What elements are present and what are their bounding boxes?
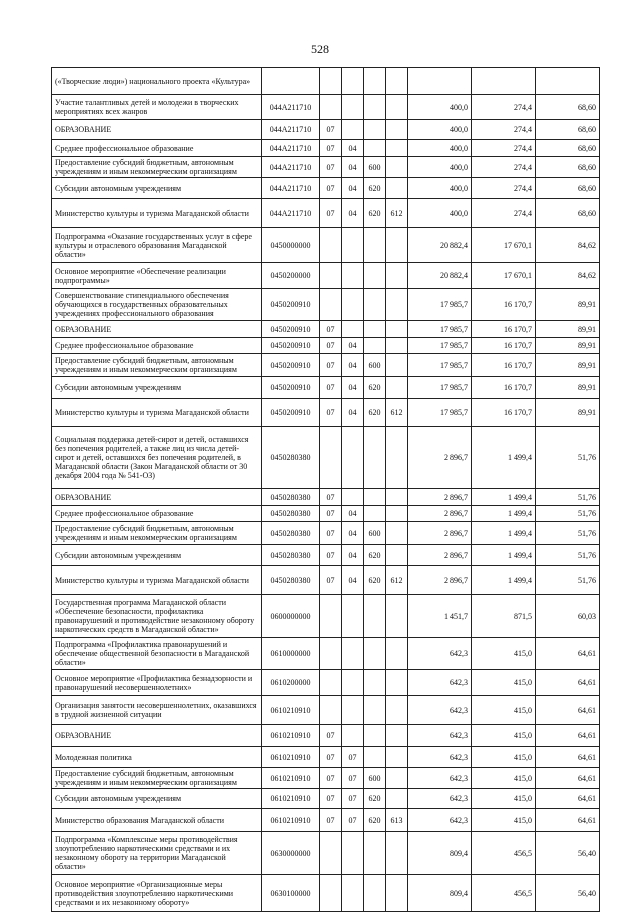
row-subsection: 04 (342, 140, 364, 157)
row-executed-amount: 1 499,4 (472, 566, 536, 595)
row-target-code: 0610200000 (262, 670, 320, 696)
row-section: 07 (320, 120, 342, 140)
row-plan-amount (408, 68, 472, 95)
row-name: Совершенствование стипендиального обеспечения обучающихся в государственных образовательных учреждениях профессионального образования (52, 289, 262, 321)
row-plan-amount: 2 896,7 (408, 566, 472, 595)
row-name: Среднее профессиональное образование (52, 338, 262, 354)
row-subsection: 04 (342, 338, 364, 354)
row-expense-type (364, 747, 386, 768)
row-plan-amount: 400,0 (408, 95, 472, 120)
row-target-code: 044A211710 (262, 120, 320, 140)
row-executed-amount: 415,0 (472, 809, 536, 832)
row-plan-amount: 642,3 (408, 638, 472, 670)
row-executed-amount: 1 499,4 (472, 506, 536, 522)
row-name: ОБРАЗОВАНИЕ (52, 725, 262, 747)
row-name: Организация занятости несовершеннолетних, оказавшихся в трудной жизненной ситуации (52, 696, 262, 725)
row-subsection (342, 321, 364, 338)
row-target-code: 0450280380 (262, 506, 320, 522)
row-section (320, 696, 342, 725)
row-subsection (342, 289, 364, 321)
row-plan-amount: 2 896,7 (408, 522, 472, 545)
row-section: 07 (320, 809, 342, 832)
row-execution-percent: 64,61 (536, 670, 600, 696)
row-target-code: 0450280380 (262, 566, 320, 595)
row-plan-amount: 17 985,7 (408, 377, 472, 399)
row-execution-percent: 64,61 (536, 789, 600, 809)
row-section: 07 (320, 768, 342, 789)
row-execution-percent (536, 68, 600, 95)
row-plan-amount: 2 896,7 (408, 427, 472, 489)
row-executed-amount: 415,0 (472, 768, 536, 789)
row-expense-type (364, 228, 386, 263)
row-admin-code (386, 725, 408, 747)
row-target-code: 0450200910 (262, 338, 320, 354)
row-execution-percent: 51,76 (536, 566, 600, 595)
row-admin-code: 612 (386, 199, 408, 228)
row-subsection: 04 (342, 545, 364, 566)
row-admin-code (386, 338, 408, 354)
row-execution-percent: 64,61 (536, 747, 600, 768)
row-name: Среднее профессиональное образование (52, 140, 262, 157)
row-executed-amount: 415,0 (472, 638, 536, 670)
row-admin-code (386, 140, 408, 157)
row-executed-amount: 16 170,7 (472, 399, 536, 427)
row-subsection: 07 (342, 789, 364, 809)
row-section: 07 (320, 140, 342, 157)
row-expense-type: 600 (364, 768, 386, 789)
row-expense-type: 620 (364, 809, 386, 832)
row-expense-type (364, 140, 386, 157)
row-admin-code (386, 354, 408, 377)
row-target-code: 044A211710 (262, 199, 320, 228)
row-subsection: 04 (342, 399, 364, 427)
row-target-code: 044A211710 (262, 157, 320, 178)
row-expense-type: 620 (364, 545, 386, 566)
row-expense-type (364, 832, 386, 875)
row-subsection (342, 670, 364, 696)
row-subsection: 04 (342, 354, 364, 377)
row-expense-type (364, 263, 386, 289)
row-admin-code (386, 506, 408, 522)
row-admin-code (386, 120, 408, 140)
row-expense-type: 620 (364, 399, 386, 427)
row-subsection: 04 (342, 566, 364, 595)
row-section: 07 (320, 377, 342, 399)
row-subsection (342, 725, 364, 747)
row-name: Среднее профессиональное образование (52, 506, 262, 522)
row-executed-amount: 1 499,4 (472, 522, 536, 545)
row-admin-code (386, 696, 408, 725)
row-subsection (342, 263, 364, 289)
row-target-code: 0610210910 (262, 789, 320, 809)
row-plan-amount: 17 985,7 (408, 399, 472, 427)
row-plan-amount: 642,3 (408, 747, 472, 768)
row-plan-amount: 17 985,7 (408, 321, 472, 338)
row-subsection (342, 228, 364, 263)
row-subsection (342, 427, 364, 489)
row-expense-type (364, 670, 386, 696)
row-plan-amount: 20 882,4 (408, 228, 472, 263)
row-execution-percent: 64,61 (536, 638, 600, 670)
row-section: 07 (320, 199, 342, 228)
row-target-code: 0610210910 (262, 747, 320, 768)
row-target-code: 0450280380 (262, 522, 320, 545)
row-execution-percent: 51,76 (536, 522, 600, 545)
row-name: Предоставление субсидий бюджетным, автономным учреждениям и иным некоммерческим организациям (52, 157, 262, 178)
row-plan-amount: 2 896,7 (408, 506, 472, 522)
table-body (52, 68, 600, 912)
row-expense-type (364, 506, 386, 522)
row-executed-amount: 274,4 (472, 178, 536, 199)
row-execution-percent: 68,60 (536, 120, 600, 140)
row-subsection (342, 832, 364, 875)
row-plan-amount: 2 896,7 (408, 545, 472, 566)
row-subsection (342, 595, 364, 638)
row-target-code: 0450280380 (262, 489, 320, 506)
row-expense-type: 620 (364, 789, 386, 809)
row-expense-type (364, 321, 386, 338)
row-target-code: 0610000000 (262, 638, 320, 670)
row-expense-type: 620 (364, 566, 386, 595)
row-executed-amount: 415,0 (472, 747, 536, 768)
row-plan-amount: 20 882,4 (408, 263, 472, 289)
row-execution-percent: 84,62 (536, 263, 600, 289)
row-section: 07 (320, 178, 342, 199)
row-subsection: 04 (342, 157, 364, 178)
row-plan-amount: 400,0 (408, 199, 472, 228)
row-plan-amount: 400,0 (408, 120, 472, 140)
row-executed-amount: 415,0 (472, 725, 536, 747)
row-name: Подпрограмма «Комплексные меры противодействия злоупотреблению наркотическими средствами и их незаконному обороту на территории Магаданской области» (52, 832, 262, 875)
row-execution-percent: 68,60 (536, 95, 600, 120)
row-section (320, 427, 342, 489)
row-expense-type: 620 (364, 199, 386, 228)
row-executed-amount: 16 170,7 (472, 354, 536, 377)
row-name: Предоставление субсидий бюджетным, автономным учреждениям и иным некоммерческим организациям (52, 768, 262, 789)
row-executed-amount: 456,5 (472, 875, 536, 912)
row-name: Основное мероприятие «Обеспечение реализации подпрограммы» (52, 263, 262, 289)
row-execution-percent: 64,61 (536, 809, 600, 832)
row-execution-percent: 64,61 (536, 725, 600, 747)
row-executed-amount: 17 670,1 (472, 228, 536, 263)
row-executed-amount: 1 499,4 (472, 427, 536, 489)
row-expense-type (364, 638, 386, 670)
row-execution-percent: 51,76 (536, 545, 600, 566)
row-target-code: 044A211710 (262, 95, 320, 120)
row-name: («Творческие люди») национального проекта «Культура» (52, 68, 262, 95)
row-target-code: 0610210910 (262, 809, 320, 832)
row-name: Молодежная политика (52, 747, 262, 768)
row-target-code: 0610210910 (262, 725, 320, 747)
row-execution-percent: 68,60 (536, 140, 600, 157)
row-admin-code (386, 875, 408, 912)
row-execution-percent: 89,91 (536, 399, 600, 427)
row-execution-percent: 60,03 (536, 595, 600, 638)
row-execution-percent: 56,40 (536, 832, 600, 875)
row-admin-code (386, 638, 408, 670)
row-admin-code (386, 289, 408, 321)
page-number: 528 (311, 42, 329, 56)
row-plan-amount: 809,4 (408, 832, 472, 875)
row-section (320, 228, 342, 263)
row-executed-amount: 274,4 (472, 157, 536, 178)
row-target-code (262, 68, 320, 95)
row-target-code: 0450200000 (262, 263, 320, 289)
row-executed-amount: 1 499,4 (472, 489, 536, 506)
row-section: 07 (320, 566, 342, 595)
row-subsection (342, 120, 364, 140)
row-name: Основное мероприятие «Профилактика безнадзорности и правонарушений несовершеннолетних» (52, 670, 262, 696)
row-expense-type: 620 (364, 178, 386, 199)
row-executed-amount: 274,4 (472, 95, 536, 120)
row-admin-code (386, 178, 408, 199)
row-expense-type (364, 95, 386, 120)
row-section: 07 (320, 489, 342, 506)
row-plan-amount: 809,4 (408, 875, 472, 912)
row-plan-amount: 400,0 (408, 157, 472, 178)
row-admin-code (386, 747, 408, 768)
row-executed-amount: 16 170,7 (472, 338, 536, 354)
row-subsection (342, 68, 364, 95)
row-expense-type (364, 725, 386, 747)
row-section (320, 670, 342, 696)
row-executed-amount: 456,5 (472, 832, 536, 875)
row-section: 07 (320, 545, 342, 566)
row-expense-type (364, 338, 386, 354)
row-plan-amount: 642,3 (408, 768, 472, 789)
row-target-code: 044A211710 (262, 178, 320, 199)
row-execution-percent: 68,60 (536, 178, 600, 199)
row-target-code: 0450200910 (262, 377, 320, 399)
row-admin-code (386, 768, 408, 789)
row-name: Социальная поддержка детей-сирот и детей, оставшихся без попечения родителей, а также лиц из числа детей-сирот и детей, оставшихся без попечения родителей, в Магаданской области (Закон Магаданской области от 30 декабря 2004 года № 541-ОЗ) (52, 427, 262, 489)
row-subsection: 04 (342, 377, 364, 399)
row-execution-percent: 84,62 (536, 228, 600, 263)
row-admin-code (386, 670, 408, 696)
row-name: ОБРАЗОВАНИЕ (52, 321, 262, 338)
row-name: Участие талантливых детей и молодежи в творческих мероприятиях всех жанров (52, 95, 262, 120)
row-executed-amount: 17 670,1 (472, 263, 536, 289)
row-plan-amount: 17 985,7 (408, 289, 472, 321)
row-executed-amount: 16 170,7 (472, 377, 536, 399)
row-section (320, 263, 342, 289)
row-expense-type (364, 68, 386, 95)
row-admin-code (386, 522, 408, 545)
row-expense-type (364, 595, 386, 638)
row-plan-amount: 2 896,7 (408, 489, 472, 506)
row-subsection: 07 (342, 768, 364, 789)
row-execution-percent: 64,61 (536, 768, 600, 789)
row-name: Подпрограмма «Профилактика правонарушений и обеспечение общественной безопасности в Магаданской области» (52, 638, 262, 670)
row-plan-amount: 642,3 (408, 809, 472, 832)
row-admin-code (386, 95, 408, 120)
row-execution-percent: 89,91 (536, 377, 600, 399)
row-target-code: 0600000000 (262, 595, 320, 638)
row-executed-amount: 871,5 (472, 595, 536, 638)
row-name: Министерство культуры и туризма Магаданской области (52, 566, 262, 595)
row-plan-amount: 1 451,7 (408, 595, 472, 638)
budget-table (51, 67, 600, 912)
row-execution-percent: 89,91 (536, 354, 600, 377)
row-target-code: 0610210910 (262, 768, 320, 789)
row-admin-code (386, 789, 408, 809)
row-executed-amount: 274,4 (472, 199, 536, 228)
row-expense-type: 600 (364, 157, 386, 178)
row-expense-type (364, 875, 386, 912)
row-target-code: 0450200910 (262, 399, 320, 427)
row-target-code: 0450280380 (262, 545, 320, 566)
row-executed-amount: 16 170,7 (472, 289, 536, 321)
row-plan-amount: 17 985,7 (408, 354, 472, 377)
row-plan-amount: 642,3 (408, 696, 472, 725)
row-name: Министерство образования Магаданской области (52, 809, 262, 832)
row-name: Субсидии автономным учреждениям (52, 178, 262, 199)
row-section (320, 95, 342, 120)
row-admin-code (386, 68, 408, 95)
row-execution-percent: 89,91 (536, 338, 600, 354)
row-section: 07 (320, 747, 342, 768)
row-target-code: 044A211710 (262, 140, 320, 157)
row-section: 07 (320, 399, 342, 427)
row-name: Предоставление субсидий бюджетным, автономным учреждениям и иным некоммерческим организациям (52, 354, 262, 377)
row-subsection: 04 (342, 506, 364, 522)
row-subsection: 07 (342, 747, 364, 768)
row-name: Основное мероприятие «Организационные меры противодействия злоупотреблению наркотическими средствами и их незаконному обороту» (52, 875, 262, 912)
row-name: Субсидии автономным учреждениям (52, 377, 262, 399)
row-execution-percent: 56,40 (536, 875, 600, 912)
row-admin-code (386, 545, 408, 566)
row-plan-amount: 17 985,7 (408, 338, 472, 354)
row-target-code: 0630100000 (262, 875, 320, 912)
row-subsection (342, 638, 364, 670)
row-name: Министерство культуры и туризма Магаданской области (52, 199, 262, 228)
row-execution-percent: 51,76 (536, 489, 600, 506)
row-admin-code (386, 427, 408, 489)
row-section: 07 (320, 157, 342, 178)
row-section: 07 (320, 789, 342, 809)
row-admin-code (386, 489, 408, 506)
row-subsection: 04 (342, 522, 364, 545)
row-subsection (342, 696, 364, 725)
row-expense-type: 600 (364, 354, 386, 377)
row-admin-code (386, 321, 408, 338)
row-section: 07 (320, 725, 342, 747)
row-execution-percent: 89,91 (536, 289, 600, 321)
row-admin-code (386, 377, 408, 399)
row-name: Министерство культуры и туризма Магаданской области (52, 399, 262, 427)
row-target-code: 0630000000 (262, 832, 320, 875)
row-expense-type (364, 289, 386, 321)
row-admin-code (386, 228, 408, 263)
row-section: 07 (320, 354, 342, 377)
row-section (320, 289, 342, 321)
row-executed-amount: 274,4 (472, 120, 536, 140)
row-section (320, 595, 342, 638)
row-executed-amount: 415,0 (472, 670, 536, 696)
row-executed-amount: 274,4 (472, 140, 536, 157)
row-execution-percent: 51,76 (536, 506, 600, 522)
row-section (320, 832, 342, 875)
row-execution-percent: 64,61 (536, 696, 600, 725)
row-admin-code: 613 (386, 809, 408, 832)
row-executed-amount: 415,0 (472, 789, 536, 809)
row-expense-type (364, 489, 386, 506)
row-plan-amount: 642,3 (408, 789, 472, 809)
row-expense-type (364, 427, 386, 489)
row-name: Субсидии автономным учреждениям (52, 789, 262, 809)
row-subsection: 04 (342, 199, 364, 228)
row-execution-percent: 68,60 (536, 199, 600, 228)
row-expense-type (364, 696, 386, 725)
row-target-code: 0450200910 (262, 289, 320, 321)
row-plan-amount: 400,0 (408, 178, 472, 199)
row-name: Предоставление субсидий бюджетным, автономным учреждениям и иным некоммерческим организациям (52, 522, 262, 545)
row-section (320, 638, 342, 670)
row-target-code: 0610210910 (262, 696, 320, 725)
row-section: 07 (320, 522, 342, 545)
row-target-code: 0450280380 (262, 427, 320, 489)
row-plan-amount: 642,3 (408, 725, 472, 747)
row-subsection (342, 95, 364, 120)
row-subsection (342, 875, 364, 912)
row-name: Подпрограмма «Оказание государственных услуг в сфере культуры и отраслевого образования Магаданской области» (52, 228, 262, 263)
row-expense-type: 620 (364, 377, 386, 399)
row-admin-code (386, 157, 408, 178)
row-execution-percent: 68,60 (536, 157, 600, 178)
row-target-code: 0450000000 (262, 228, 320, 263)
row-subsection: 04 (342, 178, 364, 199)
row-section: 07 (320, 321, 342, 338)
row-section (320, 875, 342, 912)
row-execution-percent: 89,91 (536, 321, 600, 338)
row-target-code: 0450200910 (262, 354, 320, 377)
row-executed-amount (472, 68, 536, 95)
row-executed-amount: 1 499,4 (472, 545, 536, 566)
row-admin-code (386, 595, 408, 638)
row-expense-type: 600 (364, 522, 386, 545)
row-section: 07 (320, 506, 342, 522)
row-executed-amount: 415,0 (472, 696, 536, 725)
row-subsection: 07 (342, 809, 364, 832)
row-admin-code (386, 832, 408, 875)
row-plan-amount: 400,0 (408, 140, 472, 157)
row-section (320, 68, 342, 95)
row-executed-amount: 16 170,7 (472, 321, 536, 338)
row-execution-percent: 51,76 (536, 427, 600, 489)
row-target-code: 0450200910 (262, 321, 320, 338)
row-section: 07 (320, 338, 342, 354)
row-admin-code (386, 263, 408, 289)
row-subsection (342, 489, 364, 506)
row-name: ОБРАЗОВАНИЕ (52, 489, 262, 506)
row-name: Субсидии автономным учреждениям (52, 545, 262, 566)
row-name: Государственная программа Магаданской области «Обеспечение безопасности, профилактика правонарушений и противодействие незаконному обороту наркотических средств в Магаданской области» (52, 595, 262, 638)
row-admin-code: 612 (386, 399, 408, 427)
row-expense-type (364, 120, 386, 140)
row-plan-amount: 642,3 (408, 670, 472, 696)
row-name: ОБРАЗОВАНИЕ (52, 120, 262, 140)
row-admin-code: 612 (386, 566, 408, 595)
